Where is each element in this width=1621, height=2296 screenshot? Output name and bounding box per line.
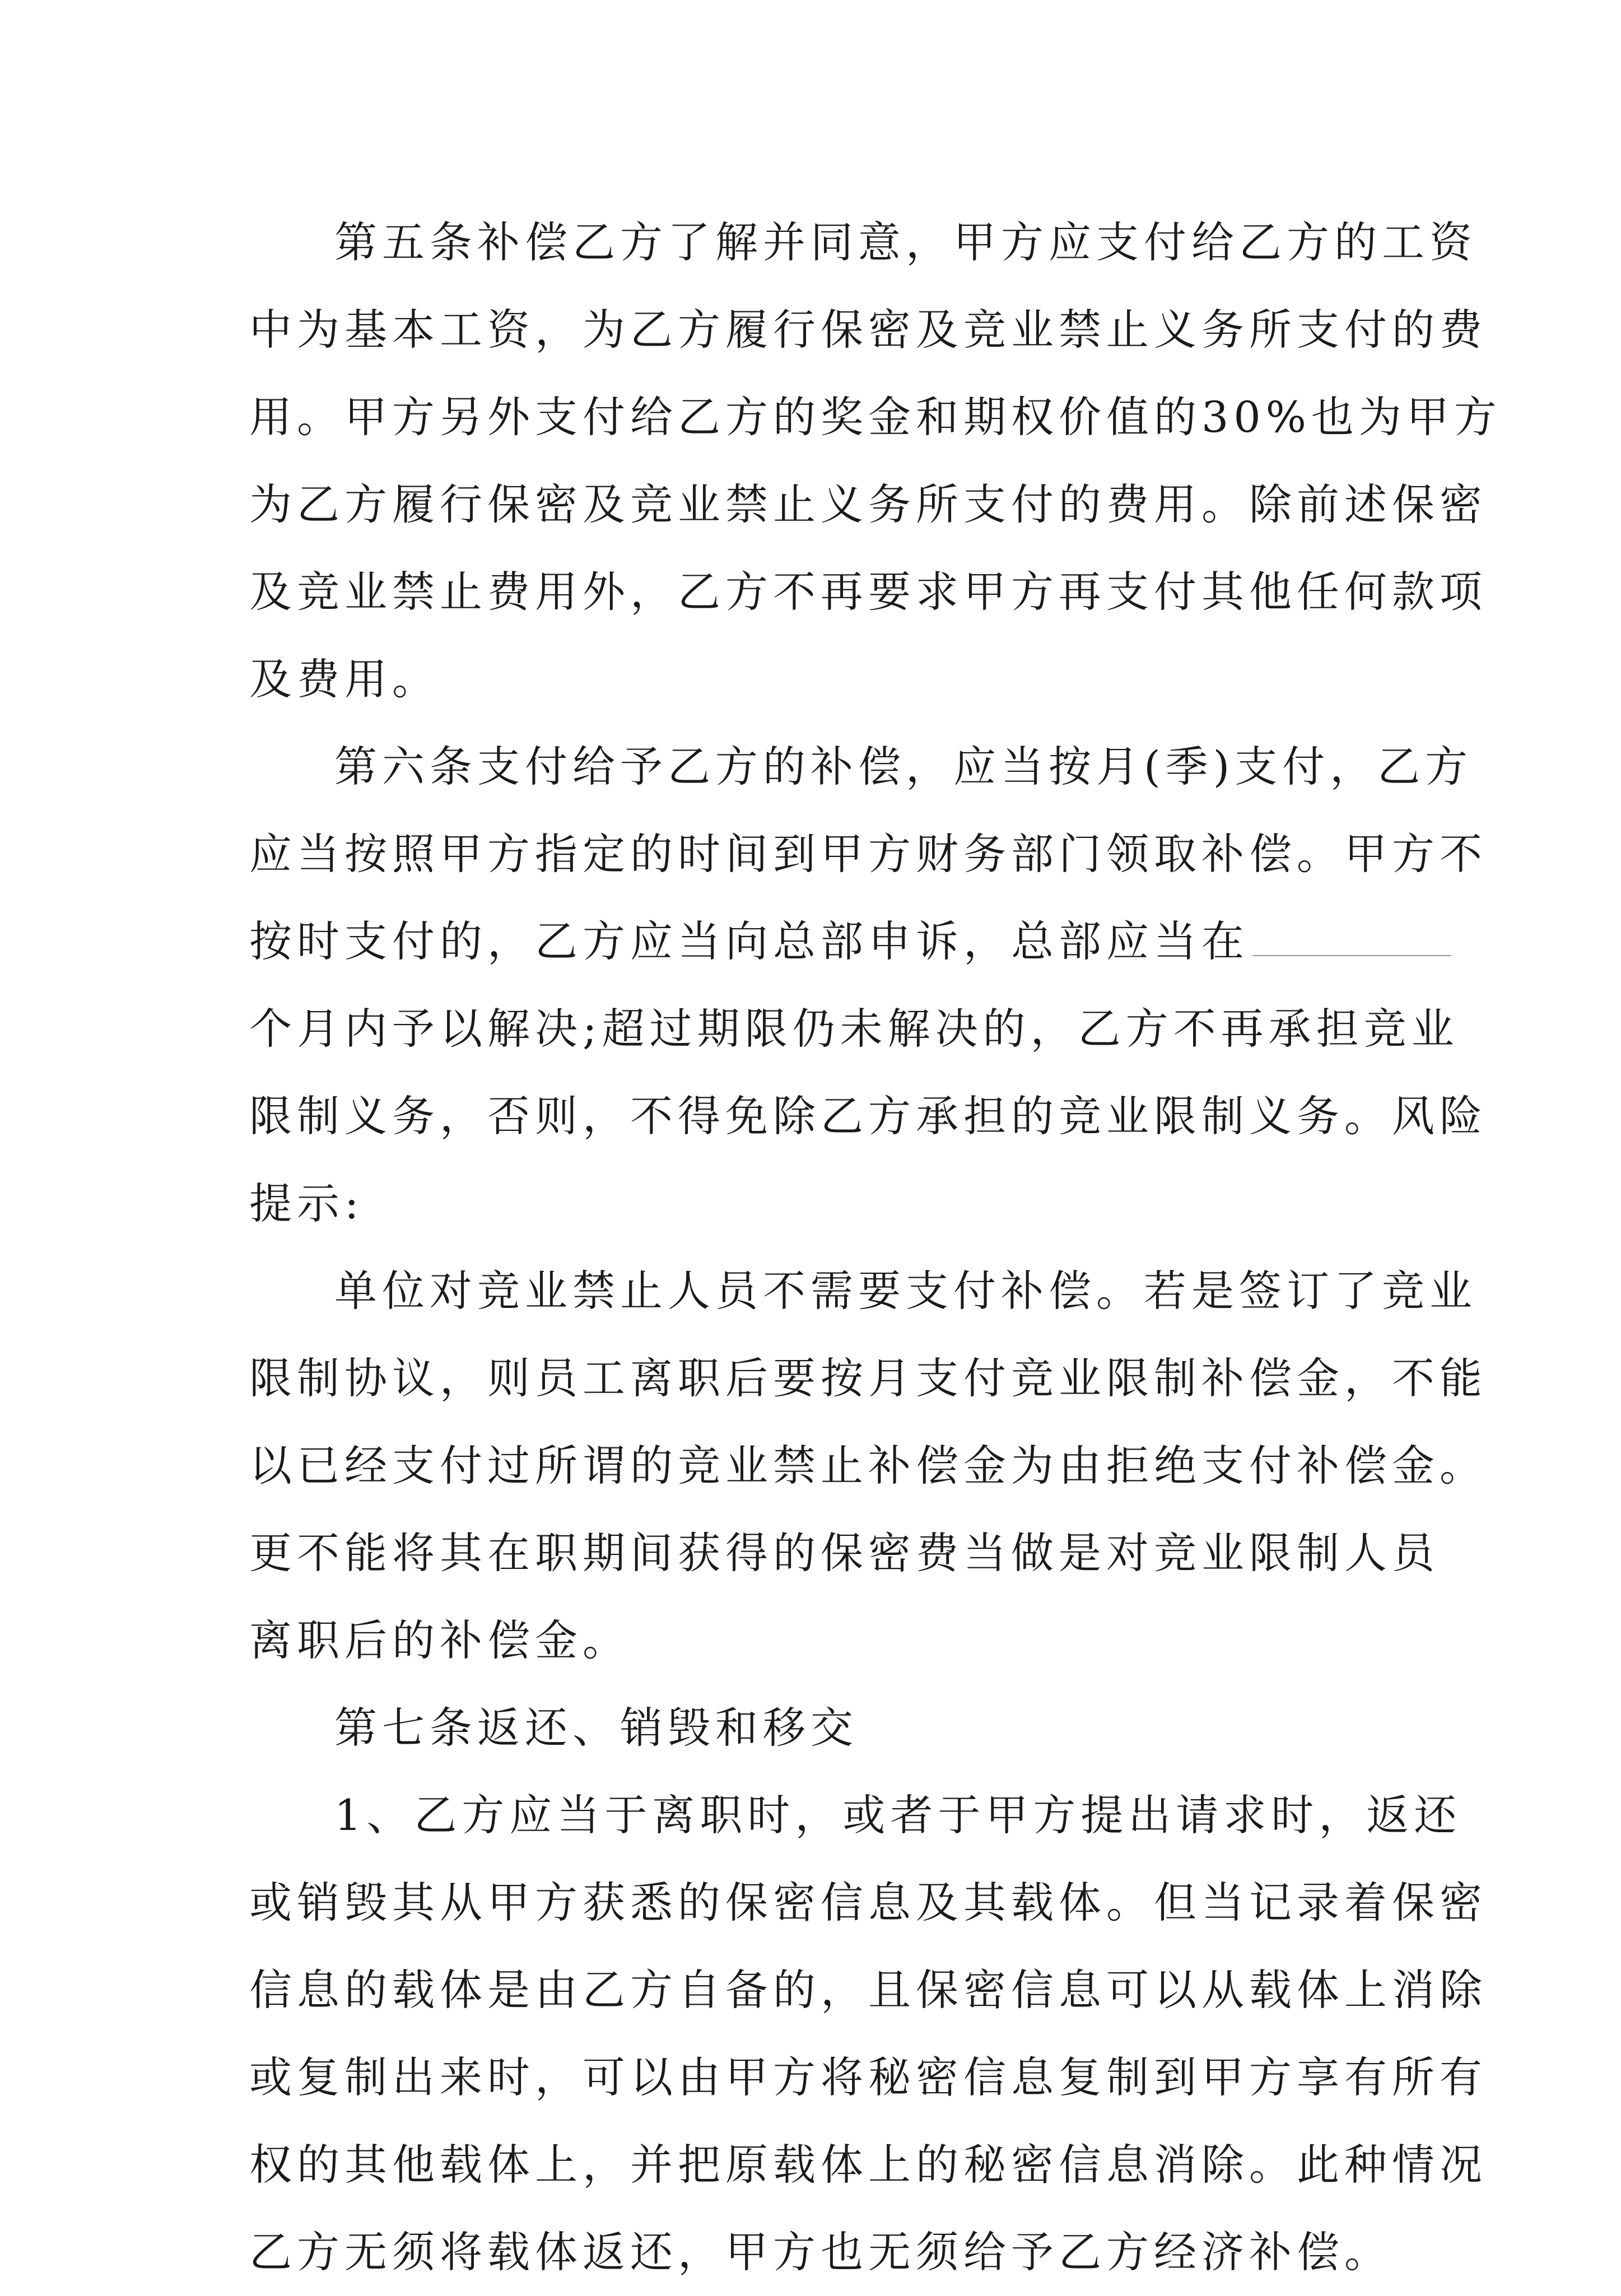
text-line: 限制义务，否则，不得免除乙方承担的竞业限制义务。风险 (249, 1091, 1487, 1141)
text-line: 第五条补偿乙方了解并同意，甲方应支付给乙方的工资 (334, 217, 1477, 267)
text-line: 及费用。 (249, 654, 440, 704)
text-line: 或销毁其从甲方获悉的保密信息及其载体。但当记录着保密 (249, 1878, 1487, 1927)
text-line: 单位对竞业禁止人员不需要支付补偿。若是签订了竞业 (334, 1266, 1477, 1316)
text-line: 为乙方履行保密及竞业禁止义务所支付的费用。除前述保密 (249, 479, 1487, 529)
text-line: 第六条支付给予乙方的补偿，应当按月(季)支付，乙方 (334, 742, 1473, 791)
text-line: 信息的载体是由乙方自备的，且保密信息可以从载体上消除 (249, 1965, 1487, 2015)
text-line: 权的其他载体上，并把原载体上的秘密信息消除。此种情况 (249, 2140, 1487, 2190)
text-line: 乙方无须将载体返还，甲方也无须给予乙方经济补偿。 (249, 2227, 1392, 2277)
text-line-segment: 按时支付的，乙方应当向总部申诉，总部应当在 (249, 916, 1249, 966)
text-line: 更不能将其在职期间获得的保密费当做是对竞业限制人员 (249, 1528, 1440, 1578)
text-line: 及竞业禁止费用外，乙方不再要求甲方再支付其他任何款项 (249, 567, 1487, 617)
text-line: 应当按照甲方指定的时间到甲方财务部门领取补偿。甲方不 (249, 829, 1487, 879)
section-heading: 第七条返还、销毁和移交 (334, 1703, 858, 1753)
text-line: 个月内予以解决;超过期限仍未解决的，乙方不再承担竞业 (249, 1004, 1459, 1054)
text-line: 用。甲方另外支付给乙方的奖金和期权价值的30%也为甲方 (249, 392, 1502, 442)
text-line: 提示: (249, 1179, 364, 1228)
fill-in-blank (1252, 916, 1451, 956)
text-line: 限制协议，则员工离职后要按月支付竞业限制补偿金，不能 (249, 1353, 1487, 1403)
text-line-with-blank (249, 898, 1384, 985)
text-line: 或复制出来时，可以由甲方将秘密信息复制到甲方享有所有 (249, 2052, 1487, 2102)
text-line: 1、乙方应当于离职时，或者于甲方提出请求时，返还 (334, 1790, 1462, 1840)
text-line: 中为基本工资，为乙方履行保密及竞业禁止义务所支付的费 (249, 305, 1487, 355)
text-line: 离职后的补偿金。 (249, 1615, 630, 1665)
document-body (249, 199, 1502, 2296)
text-line: 以已经支付过所谓的竞业禁止补偿金为由拒绝支付补偿金。 (249, 1441, 1487, 1491)
